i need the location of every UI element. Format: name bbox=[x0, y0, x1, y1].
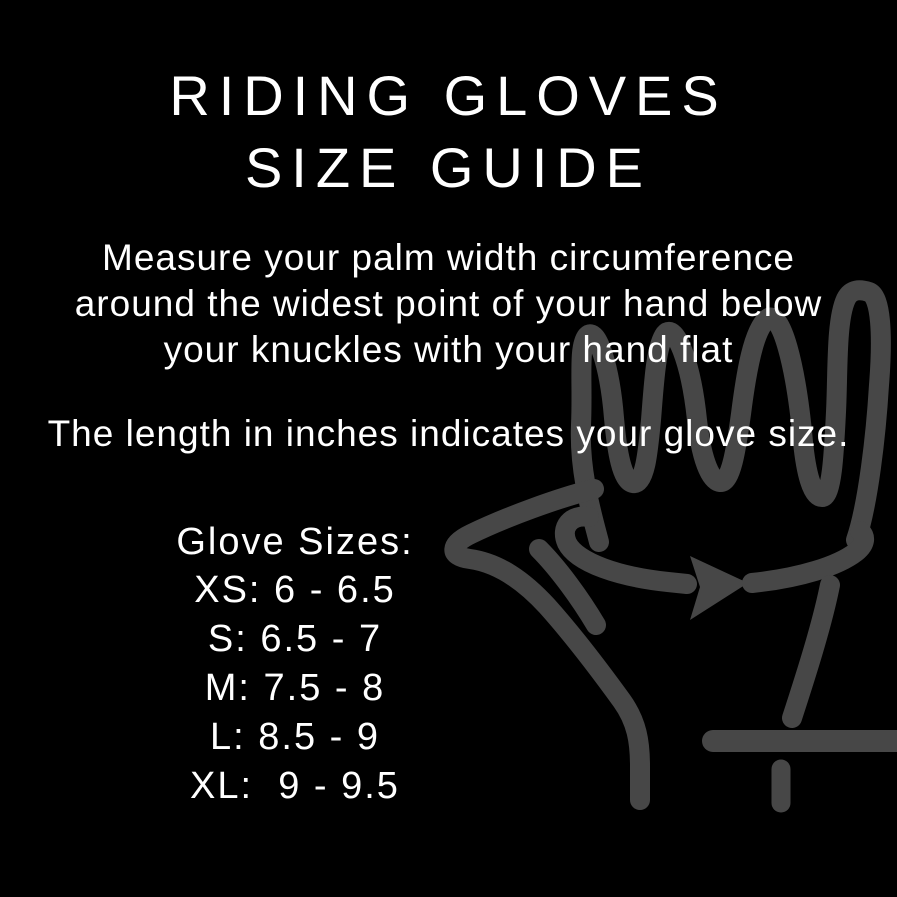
size-item-s: S: 6.5 - 7 bbox=[207, 618, 383, 660]
title-line-1: RIDING GLOVES bbox=[169, 64, 728, 127]
title-line-2: SIZE GUIDE bbox=[245, 136, 652, 199]
page-title bbox=[0, 60, 897, 204]
glove-sizes-list bbox=[0, 518, 590, 811]
palm-right-edge bbox=[792, 585, 830, 718]
length-note bbox=[0, 411, 897, 457]
measure-instructions-line: Measure your palm width circumference bbox=[102, 237, 795, 278]
measure-instructions-line: around the widest point of your hand below bbox=[74, 283, 823, 324]
length-note-line: The length in inches indicates your glove size. bbox=[47, 413, 850, 454]
size-item-xs: XS: 6 - 6.5 bbox=[194, 569, 396, 611]
measure-arrow-head-icon bbox=[690, 556, 748, 620]
size-item-xl: XL: 9 - 9.5 bbox=[190, 765, 400, 807]
size-item-l: L: 8.5 - 9 bbox=[210, 716, 380, 758]
size-item-m: M: 7.5 - 8 bbox=[204, 667, 386, 709]
measure-instructions bbox=[0, 235, 897, 373]
glove-sizes-heading: Glove Sizes: bbox=[176, 521, 414, 563]
measure-instructions-line: your knuckles with your hand flat bbox=[163, 329, 734, 370]
